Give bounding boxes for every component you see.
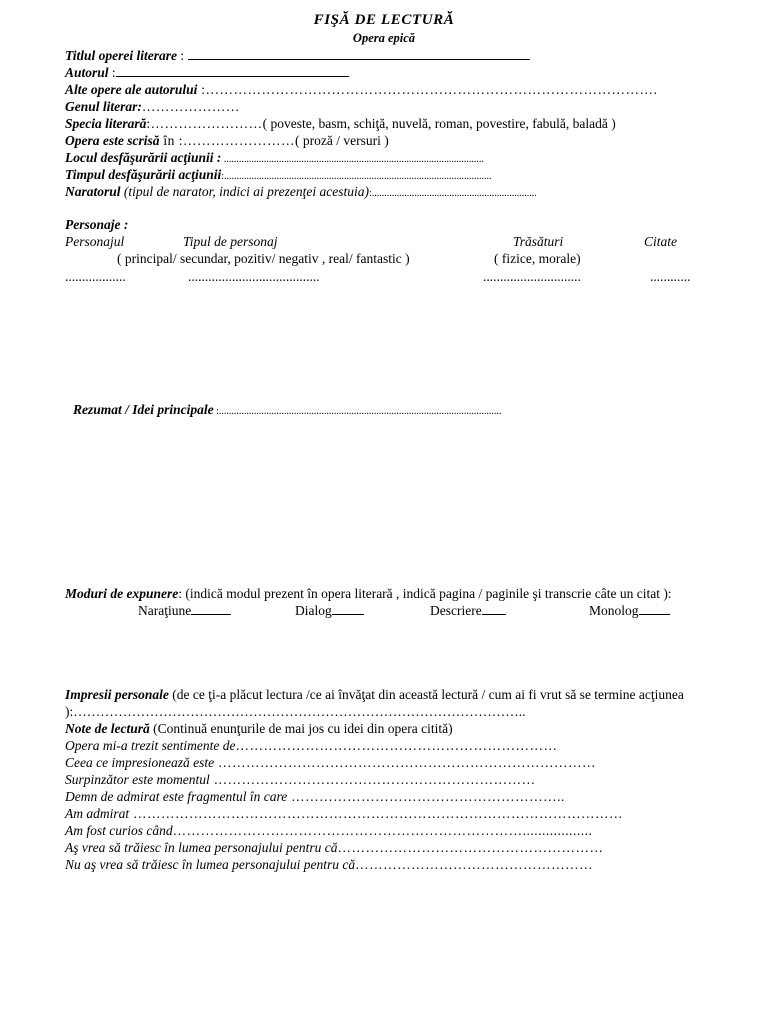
autorul-label: Autorul bbox=[65, 65, 109, 80]
field-alte-opere bbox=[65, 81, 657, 98]
field-moduri bbox=[65, 585, 705, 602]
scrisa-label: Opera este scrisă bbox=[65, 133, 160, 148]
impresii-label: Impresii personale bbox=[65, 687, 169, 702]
moduri-text: : (indică modul prezent în opera literară , indică pagina / paginile şi transcrie câte un citat ): bbox=[178, 586, 672, 601]
field-rezumat bbox=[73, 401, 501, 420]
mod-monolog bbox=[589, 602, 670, 619]
specia-options: ( poveste, basm, schiţă, nuvelă, roman, povestire, fabulă, baladă ) bbox=[262, 116, 616, 131]
field-specia bbox=[65, 115, 616, 132]
naratorul-label: Naratorul bbox=[65, 184, 121, 199]
titlul-label: Titlul operei literare bbox=[65, 48, 177, 63]
autorul-sep: : bbox=[108, 65, 116, 80]
field-autorul bbox=[65, 64, 349, 81]
note-text: (Continuă enunţurile de mai jos cu idei din opera citită) bbox=[149, 721, 453, 736]
personaj-dots[interactable]: .................. bbox=[65, 269, 126, 284]
descriere-label: Descriere bbox=[430, 603, 482, 618]
rezumat-label: Rezumat / Idei principale bbox=[73, 402, 214, 417]
prompt-text: Aş vrea să trăiesc în lumea personajului pentru că bbox=[65, 840, 338, 855]
titlul-sep: : bbox=[177, 48, 188, 63]
col-tipul: Tipul de personaj bbox=[183, 234, 278, 249]
descriere-input-line[interactable] bbox=[482, 602, 506, 615]
personaje-heading-text: Personaje : bbox=[65, 217, 129, 232]
alte-opere-label: Alte opere ale autorului bbox=[65, 82, 198, 97]
prompt-line bbox=[65, 737, 557, 754]
titlul-input-line[interactable] bbox=[188, 47, 530, 60]
specia-dots[interactable]: :…………………… bbox=[146, 116, 263, 131]
prompt-dots[interactable]: ………………………………………………….. bbox=[287, 789, 565, 804]
prompt-line bbox=[65, 771, 536, 788]
prompt-text: Nu aş vrea să trăiesc în lumea personajului pentru că bbox=[65, 857, 356, 872]
naratiune-input-line[interactable] bbox=[191, 602, 231, 615]
mod-naratiune bbox=[138, 602, 231, 619]
citate-dots[interactable]: ............ bbox=[650, 269, 691, 284]
autorul-input-line[interactable] bbox=[116, 64, 349, 77]
field-genul bbox=[65, 98, 240, 115]
prompt-text: Am admirat bbox=[65, 806, 130, 821]
monolog-label: Monolog bbox=[589, 603, 639, 618]
page-subtitle: Opera epică bbox=[352, 31, 416, 45]
monolog-input-line[interactable] bbox=[639, 602, 670, 615]
field-note bbox=[65, 720, 453, 737]
naratiune-label: Naraţiune bbox=[138, 603, 192, 618]
trasaturi-dots[interactable]: ............................. bbox=[483, 269, 581, 284]
prompt-dots[interactable]: …………………………………………………………… bbox=[209, 772, 536, 787]
personaje-heading bbox=[65, 216, 128, 233]
prompt-line bbox=[65, 822, 592, 839]
field-impresii bbox=[65, 686, 710, 720]
prompt-text: Surpinzător este momentul bbox=[65, 772, 210, 787]
scrisa-options: ( proză / versuri ) bbox=[295, 133, 389, 148]
genul-dots[interactable]: ………………… bbox=[141, 99, 240, 114]
locul-dots[interactable]: ........................................................................................................ bbox=[221, 154, 484, 165]
prompt-line bbox=[65, 788, 565, 805]
prompt-line bbox=[65, 805, 623, 822]
timpul-label: Timpul desfăşurării acţiunii bbox=[65, 167, 222, 182]
prompt-line bbox=[65, 754, 596, 771]
moduri-label: Moduri de expunere bbox=[65, 586, 179, 601]
genul-label: Genul literar: bbox=[65, 99, 142, 114]
page-title: FIŞĂ DE LECTURĂ bbox=[313, 12, 455, 28]
col-personajul: Personajul bbox=[65, 234, 125, 249]
impresii-text[interactable]: (de ce ţi-a plăcut lectura /ce ai învăţat din această lectură / cum ai fi vrut să se termine acţiunea ):……………………………………………………………………………………….. bbox=[65, 687, 684, 719]
scrisa-dots[interactable]: în :…………………… bbox=[159, 133, 296, 148]
timpul-dots[interactable]: :........................................................................................................... bbox=[221, 171, 492, 182]
field-scrisa bbox=[65, 132, 389, 149]
naratorul-hint: (tipul de narator, indici ai prezenţei acestuia) bbox=[120, 184, 369, 199]
prompt-dots[interactable]: …………………………………………… bbox=[355, 857, 594, 872]
prompt-dots[interactable]: …………………………………………………………………………………………… bbox=[129, 806, 623, 821]
prompt-dots[interactable]: ………………………………………………………………….................. bbox=[172, 823, 593, 838]
field-titlul bbox=[65, 47, 530, 64]
prompt-dots[interactable]: ………………………………………………… bbox=[337, 840, 604, 855]
prompt-text: Am fost curios când bbox=[65, 823, 173, 838]
col-trasaturi: Trăsături bbox=[513, 234, 564, 249]
mod-descriere bbox=[430, 602, 506, 619]
col-citate: Citate bbox=[644, 234, 677, 249]
alte-opere-dots[interactable]: :……………………………………………………………………………………. bbox=[197, 82, 658, 97]
prompt-line bbox=[65, 839, 603, 856]
dialog-label: Dialog bbox=[295, 603, 332, 618]
prompt-dots[interactable]: ……………………………………………………………………… bbox=[214, 755, 596, 770]
field-naratorul bbox=[65, 183, 537, 202]
prompt-line bbox=[65, 856, 593, 873]
locul-label: Locul desfăşurării acţiunii : bbox=[65, 150, 222, 165]
tip-dots[interactable]: ....................................... bbox=[188, 269, 320, 284]
specia-label: Specia literară bbox=[65, 116, 147, 131]
tip-options: ( principal/ secundar, pozitiv/ negativ , real/ fantastic ) bbox=[117, 251, 410, 266]
prompt-dots[interactable]: …………………………………………………………… bbox=[235, 738, 558, 753]
prompt-text: Ceea ce impresionează este bbox=[65, 755, 215, 770]
trasaturi-options: ( fizice, morale) bbox=[494, 251, 581, 266]
dialog-input-line[interactable] bbox=[332, 602, 364, 615]
mod-dialog bbox=[295, 602, 364, 619]
prompt-text: Demn de admirat este fragmentul în care bbox=[65, 789, 288, 804]
note-label: Note de lectură bbox=[65, 721, 150, 736]
rezumat-dots[interactable]: :................................................................................................................. bbox=[213, 406, 502, 417]
naratorul-dots[interactable]: :.................................................................. bbox=[369, 188, 537, 199]
prompt-text: Opera mi-a trezit sentimente de bbox=[65, 738, 236, 753]
